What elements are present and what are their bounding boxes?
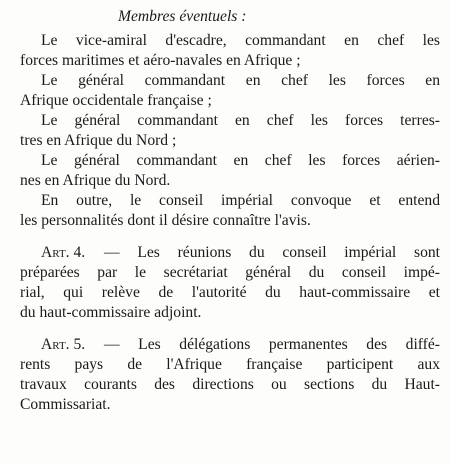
article-4-line-4: du haut-commissaire adjoint. (20, 304, 202, 321)
article-5-line-4: Commissariat. (20, 396, 111, 413)
article-5-label: Art. 5. (41, 336, 86, 353)
article-4-line-2: préparées par le secrétariat général du conseil impé- (20, 264, 440, 281)
member-3-line-1: Le général commandant en chef les forces terres- (41, 112, 440, 129)
article-4-line-3: rial, qui relève de l'autorité du haut-commissaire et (20, 284, 440, 301)
outre-line-2: les personnalités dont il désire connaître l'avis. (20, 212, 311, 229)
outre-line-1: En outre, le conseil impérial convoque et entend (41, 192, 440, 209)
article-5-line-1: — Les délégations permanentes des diffé- (104, 336, 440, 353)
member-1-line-2: forces maritimes et aéro-navales en Afrique ; (20, 52, 301, 69)
section-heading: Membres éventuels : (118, 8, 247, 25)
member-4-line-2: nes en Afrique du Nord. (20, 172, 171, 189)
member-2-line-1: Le général commandant en chef les forces en (41, 72, 440, 89)
article-5-line-3: travaux courants des directions ou sections du Haut- (20, 376, 440, 393)
article-4-line-1: — Les réunions du conseil impérial sont (104, 244, 440, 261)
member-1-line-1: Le vice-amiral d'escadre, commandant en chef les (41, 32, 440, 49)
member-2-line-2: Afrique occidentale française ; (20, 92, 212, 109)
member-3-line-2: tres en Afrique du Nord ; (20, 132, 177, 149)
article-5-line-2: rents pays de l'Afrique française participent aux (20, 356, 440, 373)
member-4-line-1: Le général commandant en chef les forces aérien- (41, 152, 440, 169)
article-4-label: Art. 4. (41, 244, 86, 261)
